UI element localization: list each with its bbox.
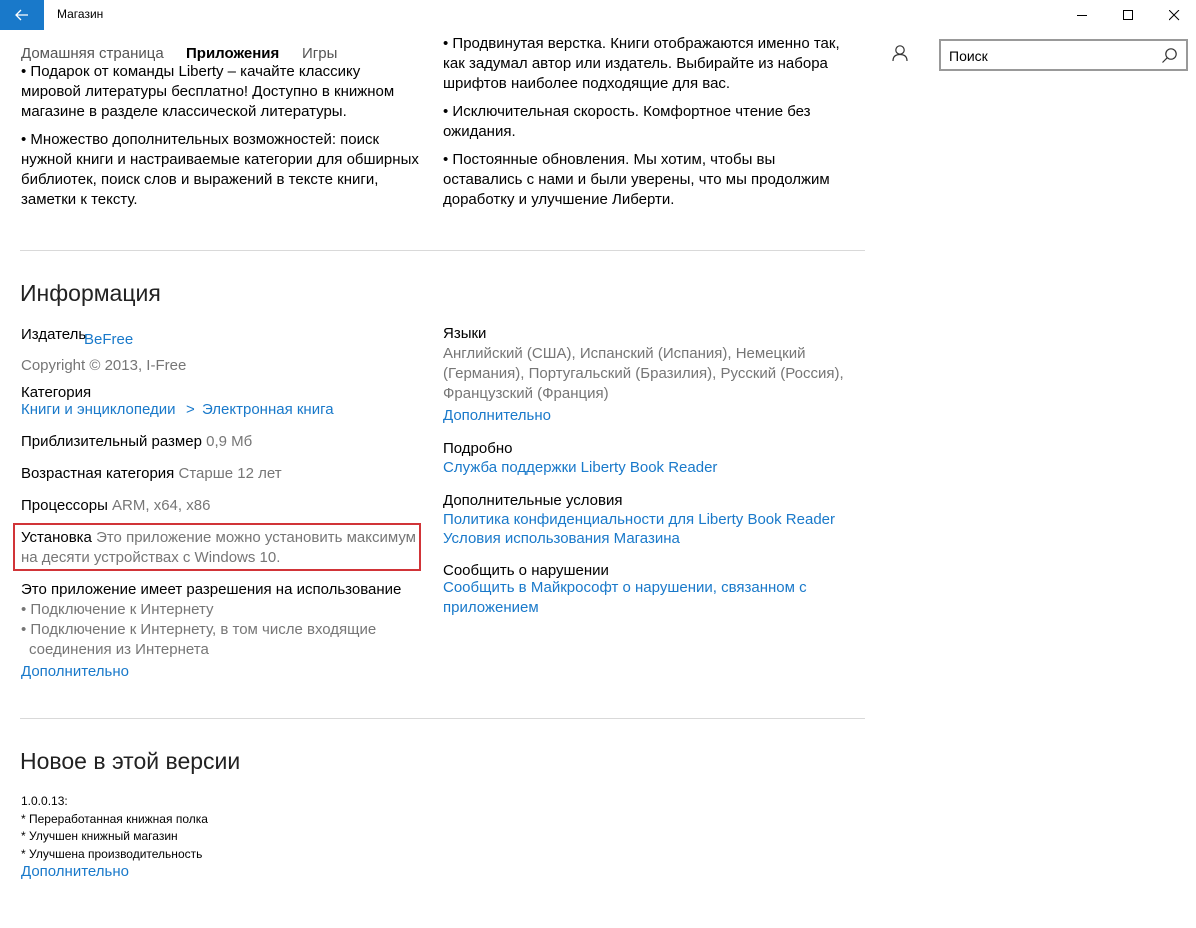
maximize-icon: [1123, 10, 1134, 21]
maximize-button[interactable]: [1105, 0, 1151, 30]
age-label: Возрастная категория: [21, 465, 175, 482]
description-right-bullet-2: • Исключительная скорость. Комфортное чтение без ожидания.: [443, 103, 811, 140]
description-left-partial-top: • Подарок от команды Liberty – качайте классику: [21, 63, 361, 80]
report-label: Сообщить о нарушении: [443, 562, 609, 579]
size-label: Приблизительный размер: [21, 433, 202, 450]
size-row: [21, 432, 252, 452]
title-bar: [0, 0, 1196, 30]
minimize-icon: [1077, 10, 1088, 21]
divider-2: [20, 718, 865, 719]
publisher-label: Издатель: [21, 326, 87, 343]
window-title: Магазин: [57, 7, 104, 21]
languages-line1: Английский (США), Испанский (Испания), Немецкий: [443, 345, 806, 362]
whats-new-line-3: * Улучшен книжный магазин: [21, 829, 178, 843]
permissions-label: Это приложение имеет разрешения на использование: [21, 581, 402, 598]
permission-item-2: • Подключение к Интернету, в том числе входящие: [21, 621, 377, 638]
copyright-text: Copyright © 2013, I-Free: [21, 357, 187, 374]
languages-more-link[interactable]: Дополнительно: [443, 407, 551, 424]
description-right-partial-top: • Продвинутая верстка. Книги отображаются именно так,: [443, 35, 840, 52]
permissions-more-link[interactable]: Дополнительно: [21, 663, 129, 680]
nav-apps[interactable]: Приложения: [186, 45, 285, 62]
whats-new-line-4: * Улучшена производительность: [21, 847, 203, 861]
search-input[interactable]: [949, 46, 1149, 66]
user-icon: [891, 44, 909, 62]
description-left-bullet-2: • Множество дополнительных возможностей: поиск нужной книги и настраиваемые категории для обширных библиотек, поиск слов и выражений в тексте книги, заметки к тексту.: [21, 131, 419, 208]
whats-new-heading: Новое в этой версии: [20, 748, 241, 774]
languages-line2: (Германия), Португальский (Бразилия), Русский (Россия),: [443, 365, 844, 382]
nav-games[interactable]: Игры: [302, 45, 343, 62]
size-value: 0,9 Мб: [206, 433, 253, 450]
support-link[interactable]: Служба поддержки Liberty Book Reader: [443, 459, 718, 476]
description-right-partial-line3: шрифтов наиболее подходящие для вас.: [443, 75, 731, 92]
age-value: Старше 12 лет: [178, 465, 282, 482]
whats-new-line-2: * Переработанная книжная полка: [21, 812, 208, 826]
category-link-books[interactable]: Книги и энциклопедии: [21, 401, 176, 418]
search-icon[interactable]: [1161, 47, 1178, 64]
processors-label: Процессоры: [21, 497, 108, 514]
install-row: [21, 528, 416, 548]
back-button[interactable]: [0, 0, 44, 30]
languages-label: Языки: [443, 325, 487, 342]
install-value-line2: на десяти устройствах с Windows 10.: [21, 549, 281, 566]
close-icon: [1169, 10, 1180, 21]
terms-label: Дополнительные условия: [443, 492, 623, 509]
languages-line3: Французский (Франция): [443, 385, 609, 402]
search-box[interactable]: [939, 39, 1188, 71]
publisher-link[interactable]: BeFree: [84, 331, 134, 348]
processors-value: ARM, x64, x86: [112, 497, 211, 514]
processors-row: [21, 496, 210, 516]
description-left-bullet-1: мировой литературы бесплатно! Доступно в книжном магазине в разделе классической литературы.: [21, 83, 395, 120]
age-row: [21, 464, 282, 484]
minimize-button[interactable]: [1059, 0, 1105, 30]
back-arrow-icon: [15, 9, 29, 21]
install-label: Установка: [21, 529, 92, 546]
nav-home[interactable]: Домашняя страница: [21, 45, 170, 62]
category-link-ebook[interactable]: Электронная книга: [202, 401, 334, 418]
divider-1: [20, 250, 865, 251]
privacy-policy-link[interactable]: Политика конфиденциальности для Liberty Book Reader: [443, 511, 835, 528]
info-heading: Информация: [20, 280, 161, 306]
description-right-bullet-3: • Постоянные обновления. Мы хотим, чтобы вы оставались с нами и были уверены, что мы продолжим доработку и улучшение Либерти.: [443, 151, 830, 208]
store-terms-link[interactable]: Условия использования Магазина: [443, 530, 680, 547]
details-label: Подробно: [443, 440, 513, 457]
category-separator: >: [186, 401, 195, 418]
whats-new-line-1: 1.0.0.13:: [21, 794, 68, 808]
report-link-line2[interactable]: приложением: [443, 599, 539, 616]
permission-item-1: • Подключение к Интернету: [21, 601, 214, 618]
report-link-line1[interactable]: Сообщить в Майкрософт о нарушении, связанном с: [443, 579, 807, 596]
close-button[interactable]: [1151, 0, 1196, 30]
install-value-line1: Это приложение можно установить максимум: [96, 529, 416, 546]
category-label: Категория: [21, 384, 92, 401]
permission-item-2-cont: соединения из Интернета: [29, 641, 209, 658]
whats-new-more-link[interactable]: Дополнительно: [21, 863, 129, 880]
account-button[interactable]: [891, 44, 909, 67]
description-right-partial-line2: как задумал автор или издатель. Выбирайте из набора: [443, 55, 828, 72]
